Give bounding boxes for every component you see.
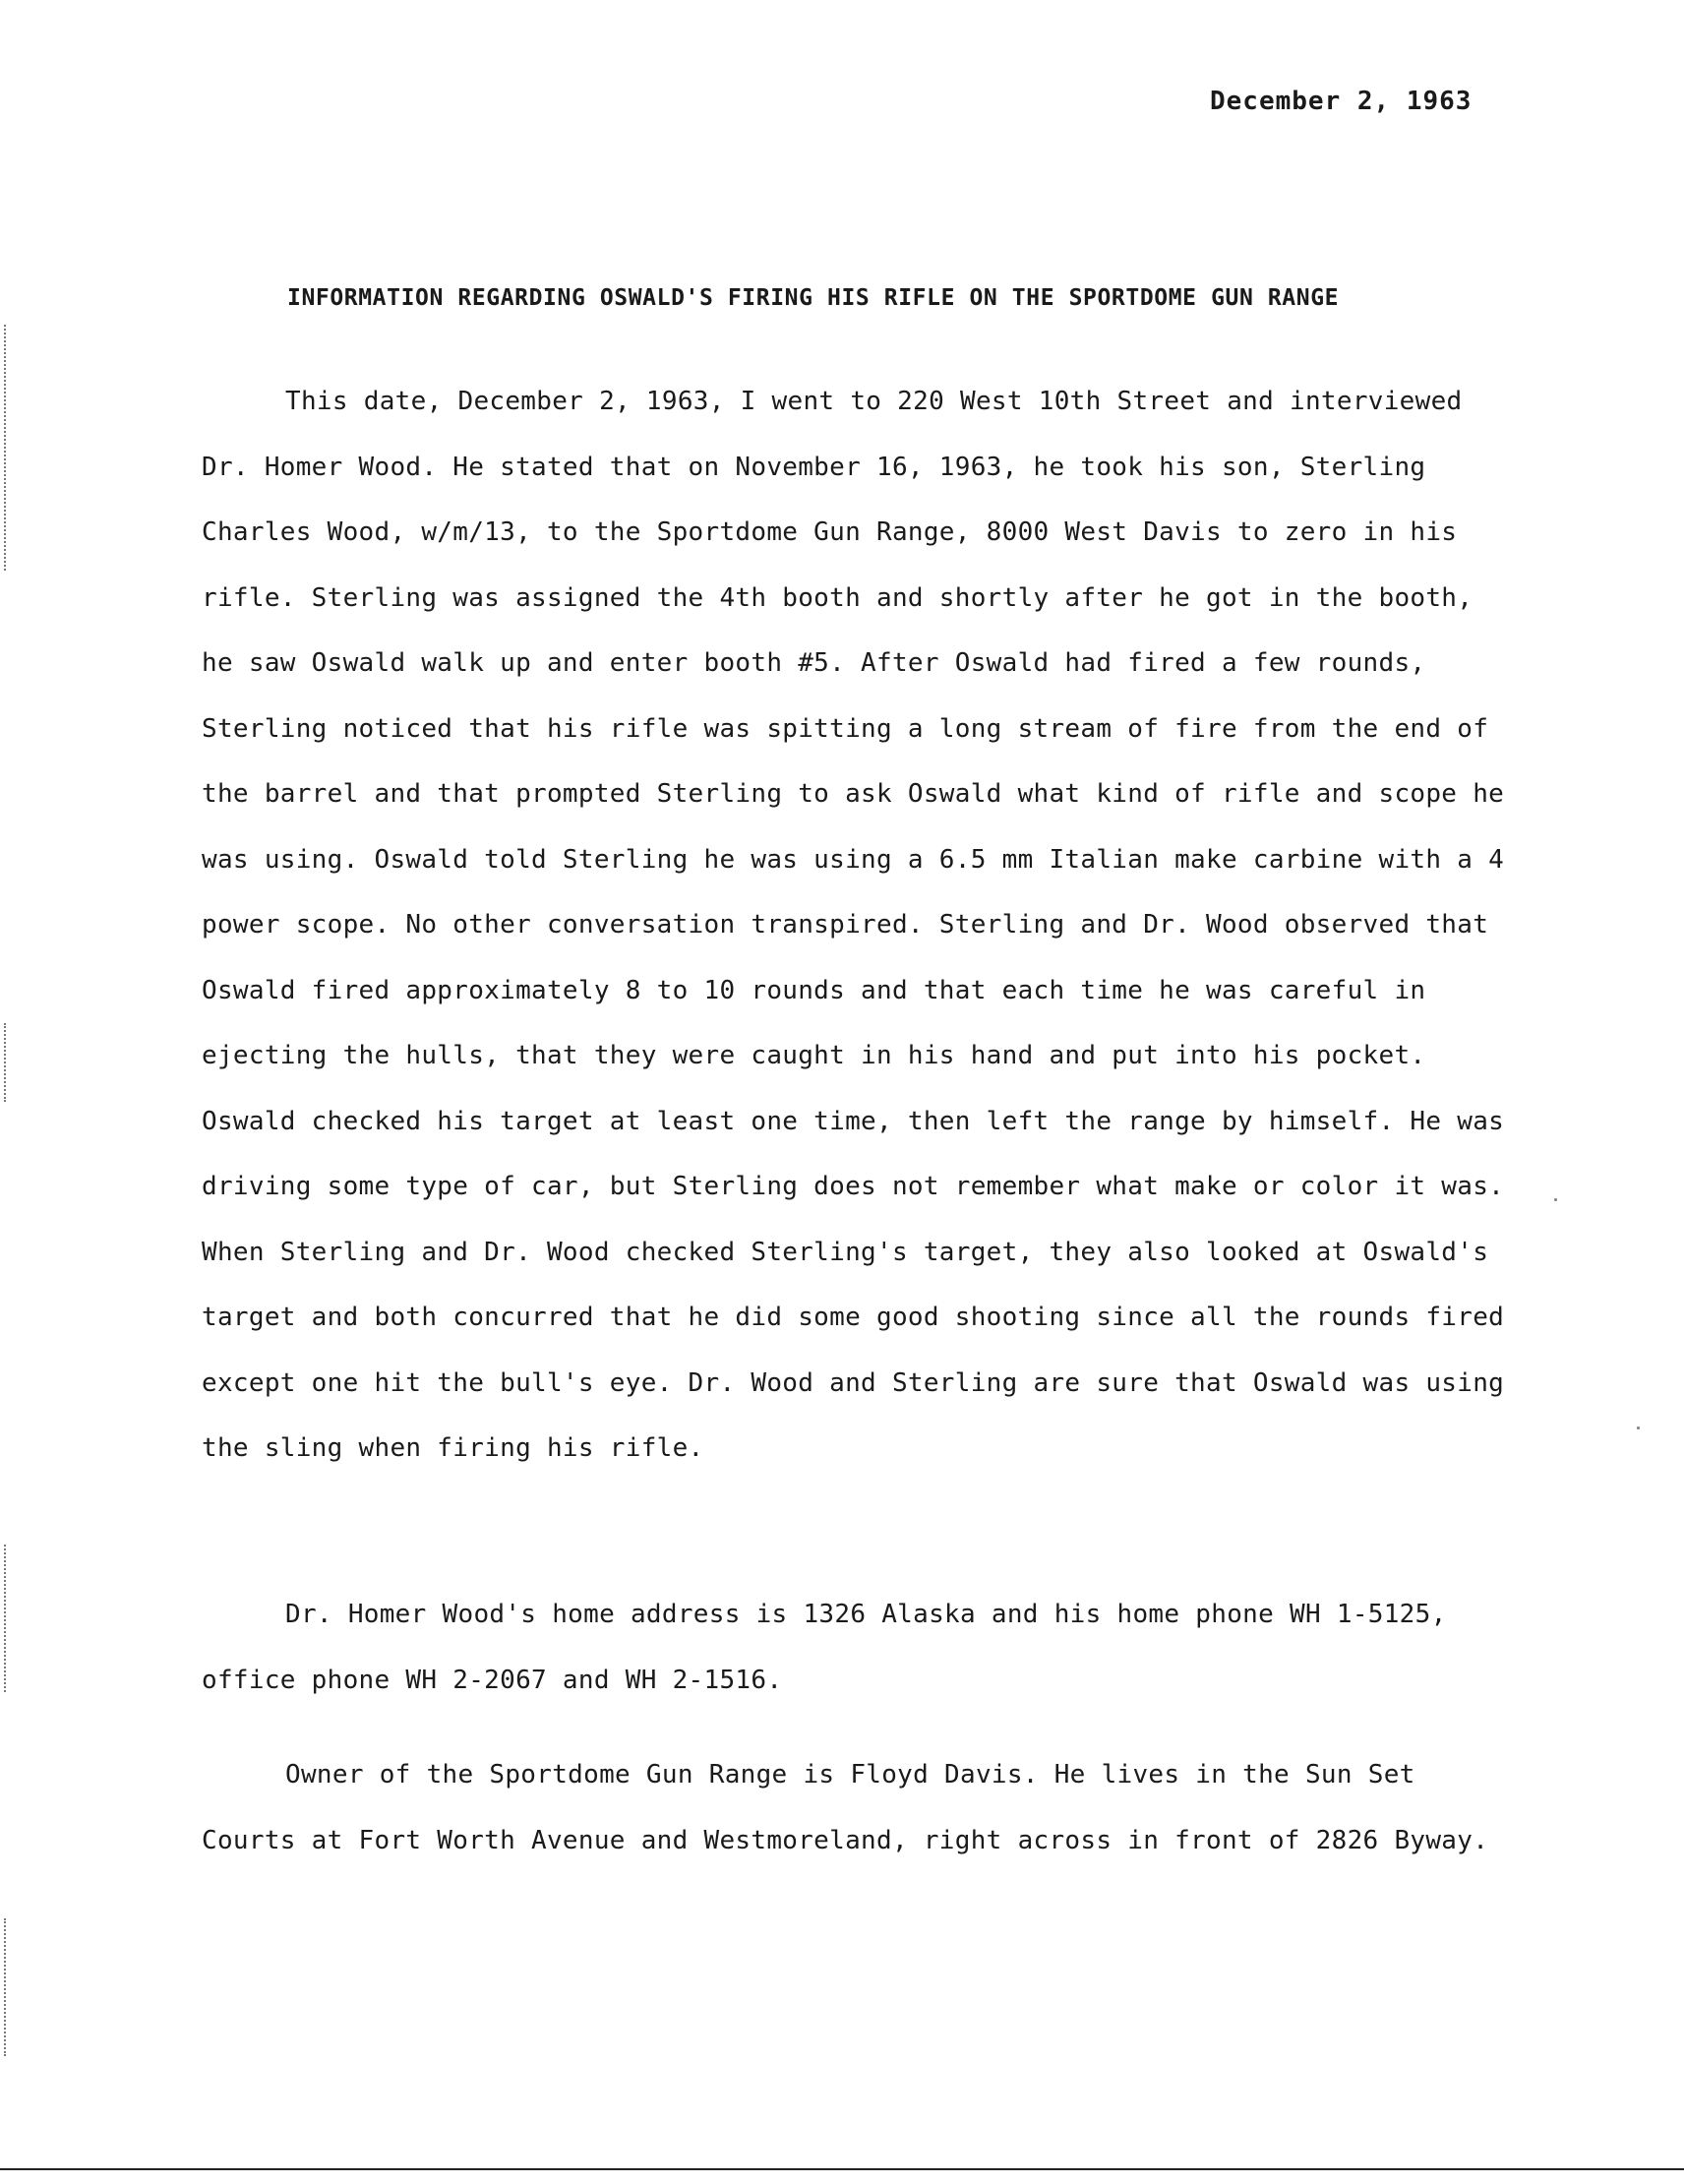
paragraph-interview: This date, December 2, 1963, I went to 220 West 10th Street and interviewed Dr. Homer Wood. He stated that on November 16, 1963, he took his son, Sterling Charles Wood, w/m/13, to the Sportdome Gun Range, 8000 West Davis to zero in his rifle. Sterling was assigned the 4th booth and shortly after he got in the booth, he saw Oswald walk up and enter booth #5. After Oswald had fired a few rounds, Sterling noticed that his rifle was spitting a long stream of fire from the end of the barrel and that prompted Sterling to ask Oswald what kind of rifle and scope he was using. Oswald told Sterling he was using a 6.5 mm Italian make carbine with a 4 power scope. No other conversation transpired. Sterling and Dr. Wood observed that Oswald fired approximately 8 to 10 rounds and that each time he was careful in ejecting the hulls, that they were caught in his hand and put into his pocket. Oswald checked his target at least one time, then left the range by himself. He was driving some type of car, but Sterling does not remember what make or color it was. When Sterling and Dr. Wood checked Sterling's target, they also looked at Oswald's target and both concurred that he did some good shooting since all the rounds fired except one hit the bull's eye. Dr. Wood and Sterling are sure that Oswald was using the sling when firing his rifle. (202, 387, 1505, 1463)
document-date: December 2, 1963 (1210, 87, 1473, 116)
paragraph-range-owner: Owner of the Sportdome Gun Range is Floyd Davis. He lives in the Sun Set Courts at Fort Worth Avenue and Westmoreland, right across in front of 2826 Byway. (202, 1760, 1489, 1855)
document-heading: INFORMATION REGARDING OSWALD'S FIRING HIS RIFLE ON THE SPORTDOME GUN RANGE (287, 285, 1340, 311)
margin-scan-mark (4, 1023, 6, 1102)
scan-speck (1637, 1426, 1640, 1429)
scan-speck (1554, 1198, 1557, 1201)
margin-scan-mark (4, 325, 6, 571)
paragraph-contact-info: Dr. Homer Wood's home address is 1326 Alaska and his home phone WH 1-5125, office phone WH 2-2067 and WH 2-1516. (202, 1600, 1447, 1695)
margin-scan-mark (4, 1545, 6, 1692)
margin-scan-mark (4, 1918, 6, 2056)
page-bottom-edge (0, 2168, 1684, 2170)
